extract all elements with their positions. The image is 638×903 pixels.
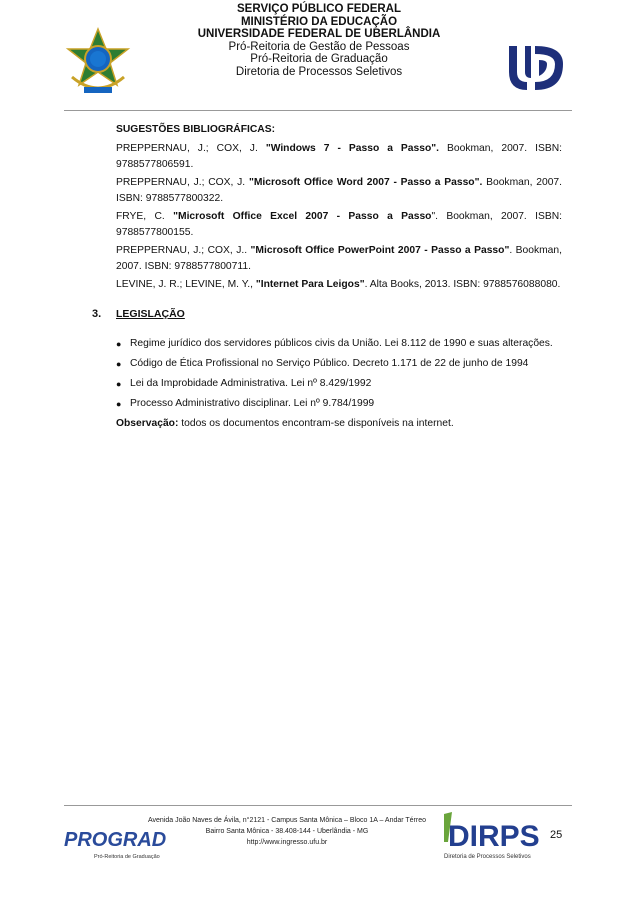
ref-author: PREPPERNAU, J.; COX, J. [116,143,266,154]
legislation-list [116,336,562,432]
bullet-icon: ● [116,359,122,369]
dirps-logo-icon [438,808,540,862]
header-line-5: Pró-Reitoria de Graduação [250,53,388,65]
ref-title: "Microsoft Office PowerPoint 2007 - Passo a Passo" [250,245,510,256]
ref-details: . Alta Books, 2013. ISBN: 9788576088080. [364,279,561,290]
list-item-text: Processo Administrativo disciplinar. Lei nº 9.784/1999 [130,398,375,409]
ref-title: "Internet Para Leigos" [255,279,365,290]
brazil-coat-of-arms-icon [62,27,134,99]
header-divider [64,110,572,111]
bibliography-entry [116,141,562,173]
bibliography-entry [116,175,562,207]
bibliography-entry [116,277,562,293]
bullet-icon: ● [116,339,122,349]
header-line-3: UNIVERSIDADE FEDERAL DE UBERLÂNDIA [197,28,441,40]
section-number: 3. [92,308,102,320]
header-line-6: Diretoria de Processos Seletivos [235,65,403,78]
list-item [116,396,562,412]
section-title: LEGISLAÇÃO [116,308,185,320]
dirps-logo-text: DIRPS [448,820,540,853]
page-header [0,0,638,112]
bibliography-title: SUGESTÕES BIBLIOGRÁFICAS: [116,124,276,135]
list-item [116,336,562,352]
ref-author: LEVINE, J. R.; LEVINE, M. Y., [116,279,256,290]
list-item-text: Lei da Improbidade Administrativa. Lei nº 8.429/1992 [130,378,372,389]
section-heading [92,306,185,322]
ref-title: "Windows 7 - Passo a Passo". [265,143,440,154]
bibliography-section [116,122,562,295]
ufu-logo-icon [505,42,567,94]
ref-details: . Bookman, 2007. ISBN: 9788577800711. [116,245,562,272]
prograd-logo-icon [64,818,167,862]
list-item [116,356,562,372]
ref-details: ". Bookman, 2007. ISBN: 9788577800155. [116,211,563,238]
bullet-icon: ● [116,399,122,409]
bullet-icon: ● [116,379,122,389]
list-item [116,376,562,392]
footer-address [142,815,432,848]
footer-website-link[interactable]: http://www.ingresso.ufu.br [246,839,328,846]
ref-details: Bookman, 2007. ISBN: 9788577806591. [116,143,562,170]
bibliography-entry [116,243,562,275]
list-item-text: Regime jurídico dos servidores públicos civis da União. Lei 8.112 de 1990 e suas alterações. [130,338,553,349]
list-item-text: Código de Ética Profissional no Serviço Público. Decreto 1.171 de 22 de junho de 1994 [130,358,529,369]
prograd-logo-subtitle: Pró-Reitoria de Graduação [94,854,160,860]
ref-author: PREPPERNAU, J.; COX, J.. [116,245,251,256]
observation-note [116,416,562,432]
header-line-2: MINISTÉRIO DA EDUCAÇÃO [240,15,398,28]
footer-address-line-2: Bairro Santa Mônica - 38.408-144 - Uberlândia - MG [205,828,369,835]
ref-details: Bookman, 2007. ISBN: 9788577800322. [116,177,563,204]
footer-address-line-1: Avenida João Naves de Ávila, n°2121 - Campus Santa Mônica – Bloco 1A – Andar Térreo [147,817,427,824]
dirps-logo-subtitle: Diretoria de Processos Seletivos [444,854,531,860]
ref-author: FRYE, C. [116,211,174,222]
observation-text: todos os documentos encontram-se disponíveis na internet. [178,418,454,429]
bibliography-entry [116,209,562,241]
ref-title: "Microsoft Office Excel 2007 - Passo a Passo [173,211,432,222]
header-text [150,3,488,78]
header-line-1: SERVIÇO PÚBLICO FEDERAL [237,3,401,15]
footer-divider [64,805,572,806]
ref-author: PREPPERNAU, J.; COX, J. [116,177,249,188]
ref-title: "Microsoft Office Word 2007 - Passo a Passo". [248,177,483,188]
page-number: 25 [550,829,563,841]
observation-label: Observação: [116,418,179,429]
prograd-logo-text: PROGRAD [64,829,167,851]
header-line-4: Pró-Reitoria de Gestão de Pessoas [228,40,410,53]
